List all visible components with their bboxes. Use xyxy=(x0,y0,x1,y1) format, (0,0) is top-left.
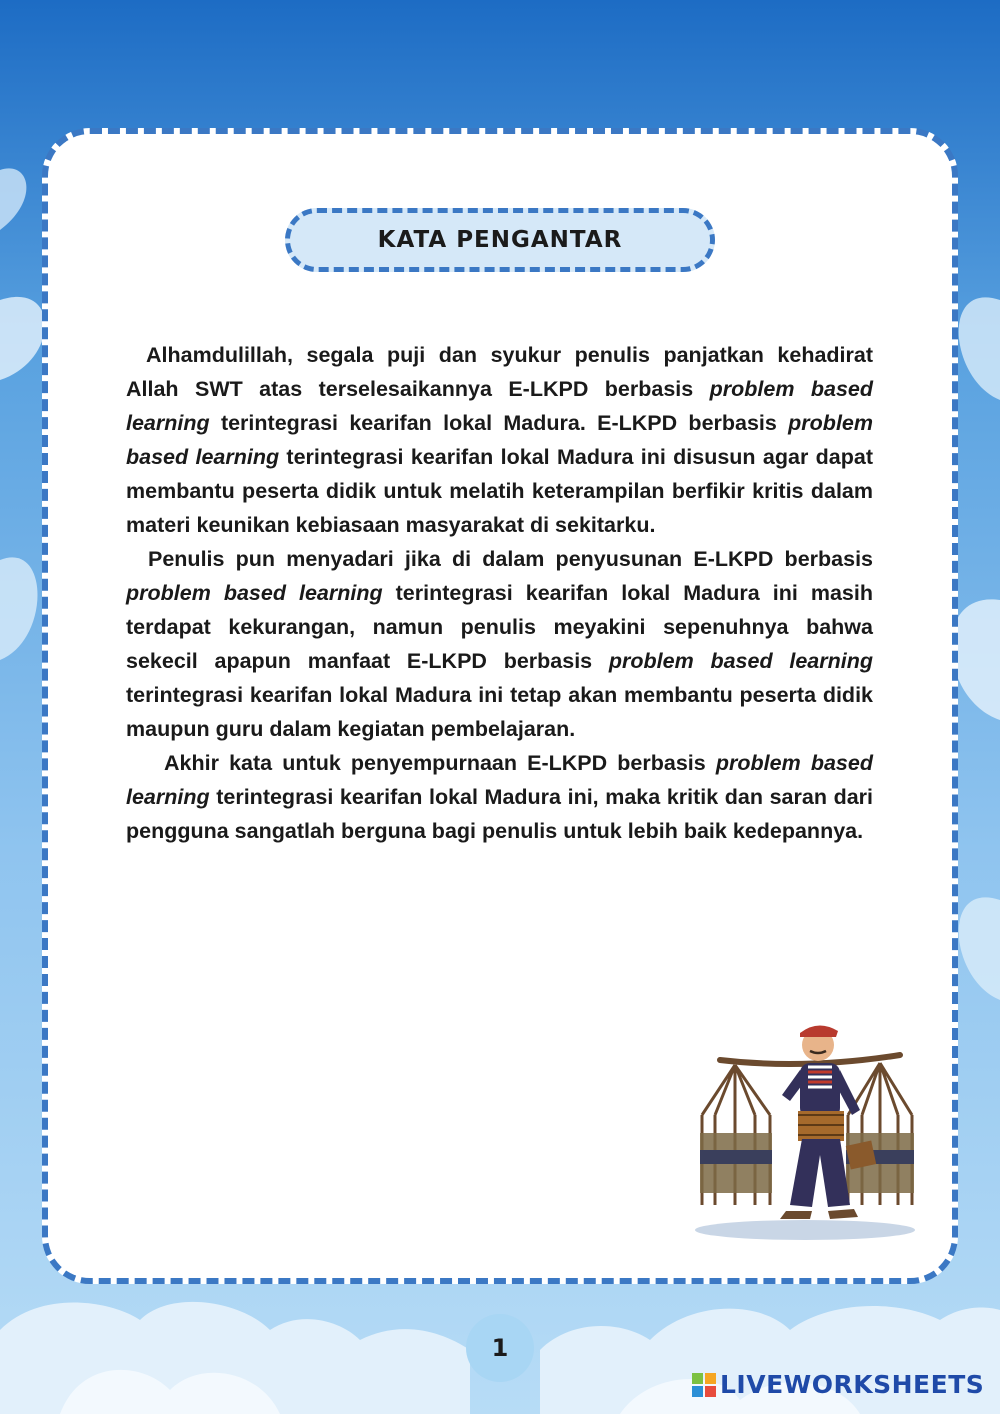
liveworksheets-brand[interactable] xyxy=(692,1370,984,1399)
title-badge xyxy=(285,208,715,272)
intro-text xyxy=(126,338,873,848)
brand-name: LIVEWORKSHEETS xyxy=(720,1370,985,1399)
paragraph-3: Akhir kata untuk penyempurnaan E-LKPD berbasis problem based learning terintegrasi kearifan lokal Madura ini, maka kritik dan saran dari pengguna sangatlah berguna bagi penulis untuk lebih baik kedepannya. xyxy=(126,751,873,843)
page-number: 1 xyxy=(491,1334,509,1362)
page-number-badge xyxy=(466,1314,534,1382)
madura-vendor-illustration xyxy=(690,1015,920,1245)
page-title: KATA PENGANTAR xyxy=(377,227,623,253)
paragraph-2: Penulis pun menyadari jika di dalam penyusunan E-LKPD berbasis problem based learning terintegrasi kearifan lokal Madura ini masih terdapat kekurangan, namun penulis meyakini sepenuhnya bahwa sekecil apapun manfaat E-LKPD berbasis problem based learning terintegrasi kearifan lokal Madura ini tetap akan membantu peserta didik maupun guru dalam kegiatan pembelajaran. xyxy=(126,547,873,741)
paragraph-1: Alhamdulillah, segala puji dan syukur penulis panjatkan kehadirat Allah SWT atas terselesaikannya E-LKPD berbasis problem based learning terintegrasi kearifan lokal Madura. E-LKPD berbasis problem based learning terintegrasi kearifan lokal Madura ini disusun agar dapat membantu peserta didik untuk melatih keterampilan berfikir kritis dalam materi keunikan kebiasaan masyarakat di sekitarku. xyxy=(126,343,873,537)
liveworksheets-logo-icon xyxy=(692,1373,716,1397)
